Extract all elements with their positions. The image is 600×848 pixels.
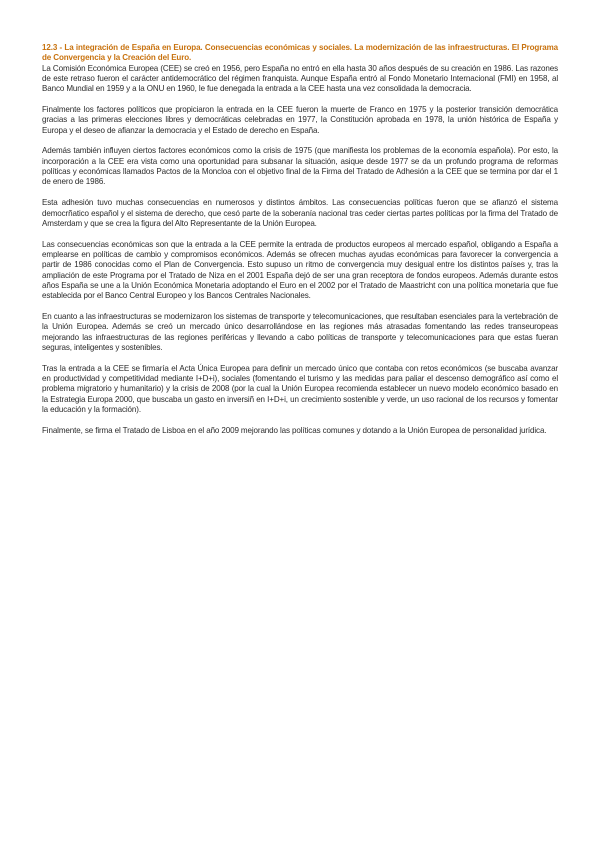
document-page: [42, 43, 558, 446]
paragraph-economic-factors: Además también influyen ciertos factores económicos como la crisis de 1975 (que manifiesta los problemas de la economía española). Por esto, la incorporación a la CEE era vista como una oportunidad para subsanar la situación, asique desde 1977 se da un profundo programa de reformas políticas y económicas llamados Pactos de la Moncloa con el objetivo final de la Firma del Tratado de Adhesión a la CEE que se termina por dar el 1 de enero de 1986.: [42, 146, 558, 187]
paragraph-infrastructures: En cuanto a las infraestructuras se modernizaron los sistemas de transporte y telecomunicaciones, que resultaban esenciales para la vertebración de la Unión Europea. Además se creó un mercado único desarrollándose en las regiones más atrasadas fomentando las redes transeuropeas mejorando las infraestructuras de las regiones periféricas y llevando a cabo políticas de transporte y telecomunicaciones para que estas fueran seguras, inteligentes y sostenibles.: [42, 311, 558, 352]
paragraph-political-factors: Finalmente los factores políticos que propiciaron la entrada en la CEE fueron la muerte de Franco en 1975 y la posterior transición democrática gracias a las primeras elecciones libres y democráticas celebradas en 1977, la Constitución aprobada en 1978, la unión histórica de España y Europa y el deseo de afianzar la democracia y el Estado de derecho en España.: [42, 105, 558, 135]
paragraph-cee-creation: La Comisión Económica Europea (CEE) se creó en 1956, pero España no entró en ella hasta 30 años después de su creación en 1986. Las razones de este retraso fueron el carácter antidemocrático del régimen franquista. Aunque España entró al Fondo Monetario Internacional (FMI) en 1958, al Banco Mundial en 1959 y a la ONU en 1960, le fue denegada la entrada a la CEE hasta una vez consolidada la democracia.: [42, 63, 558, 94]
paragraph-single-act: Tras la entrada a la CEE se firmaría el Acta Única Europea para definir un mercado único que contaba con retos económicos (se buscaba avanzar en productividad y competitividad mediante I+D+i), sociales (fomentando el turismo y las medidas para paliar el descenso demográfico así como el problema migratorio y humanitario) y la crisis de 2008 (por la cual la Unión Europea recomienda establecer un nuevo modelo económico basado en la Estrategia Europa 2000, que buscaba un gasto en inversiñ en I+D+i, un crecimiento sostenible y verde, un uso racional de los recursos y fomentar la educación y la formación).: [42, 363, 558, 415]
paragraph-economic-consequences: Las consecuencias económicas son que la entrada a la CEE permite la entrada de productos europeos al mercado español, obligando a España a emplearse en políticas de cambio y compromisos económicos. Además se ofrecen muchas ayudas económicas para favorecer la convergencia a partir de 1986 conocidas como el Plan de Convergencia. Esto supuso un ritmo de convergencia muy desigual entre los distintos países y, tras la ampliación de este Programa por el Tratado de Niza en el 2001 España dejó de ser una gran receptora de fondos europeos. Además durante estos años España se une a la Unión Económica Monetaria adoptando el Euro en el 2002 por el Tratado de Maastricht con una política monetaria que fue establecida por el Banco Central Europeo y los Bancos Centrales Nacionales.: [42, 239, 558, 301]
paragraph-lisbon-treaty: Finalmente, se firma el Tratado de Lisboa en el año 2009 mejorando las políticas comunes y dotando a la Unión Europea de personalidad jurídica.: [42, 425, 547, 435]
section-title: 12.3 - La integración de España en Europa. Consecuencias económicas y sociales. La modernización de las infraestructuras. El Programa de Convergencia y la Creación del Euro.: [42, 43, 558, 63]
paragraph-political-consequences: Esta adhesión tuvo muchas consecuencias en numerosos y distintos ámbitos. Las consecuencias políticas fueron que se afianzó el sistema democrñatico español y el sistema de derecho, que cesó parte de la soberanía nacional tras ceder ciertas partes políticas por la firma del Tratado de Amsterdam y que se crea la figura del Alto Representante de la Unión Europea.: [42, 198, 558, 228]
